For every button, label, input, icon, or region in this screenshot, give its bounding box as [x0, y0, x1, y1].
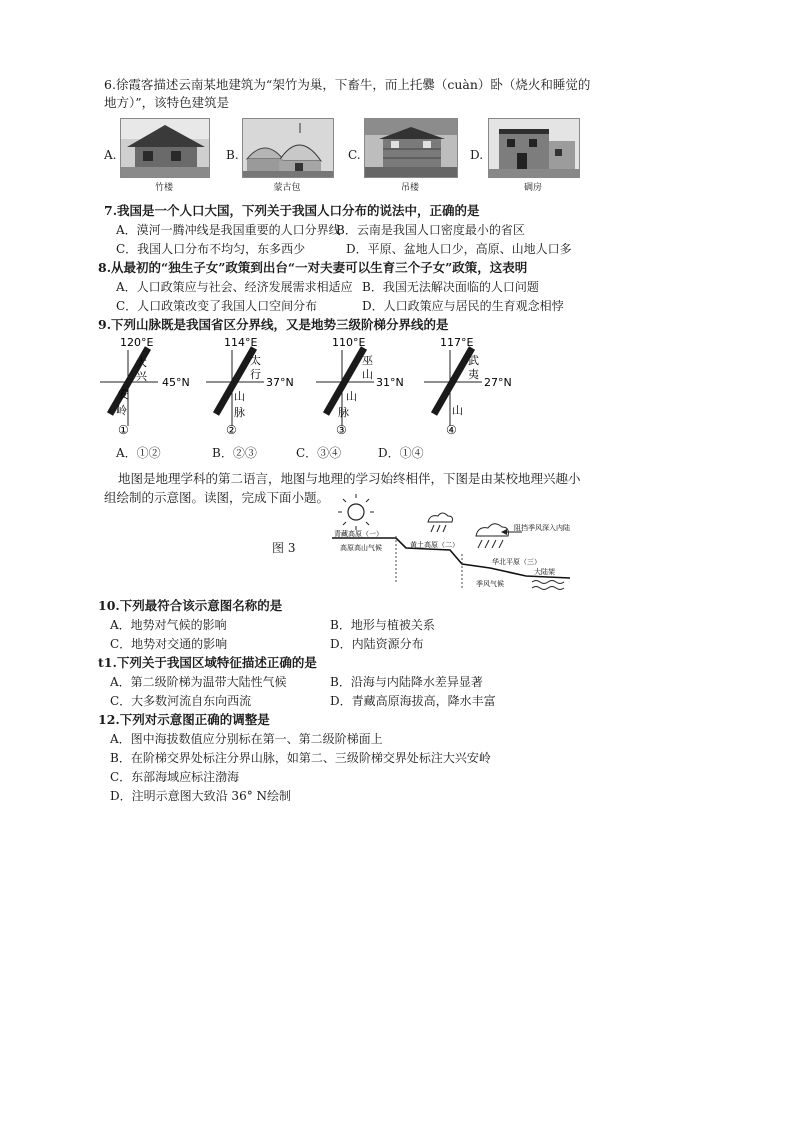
figure3-label: 图 3: [272, 541, 296, 555]
q6-option-a-letter: A.: [104, 148, 117, 162]
q6-option-b-caption: 蒙古包: [273, 183, 301, 193]
figure3-terrain-diagram: [326, 492, 578, 598]
q8-option-d: D．人口政策应与居民的生育观念相悖: [362, 299, 564, 313]
q9-d3-char1: 巫: [362, 354, 373, 367]
q9-option-a: A．①②: [116, 446, 161, 460]
q12-option-d: D．注明示意图大致沿 36° N绘制: [110, 789, 292, 803]
q9-d2-char2: 行: [250, 368, 261, 381]
q11-option-c: C．大多数河流自东向西流: [110, 694, 252, 708]
bamboo-house-photo: [120, 118, 210, 178]
sea-waves: [532, 581, 564, 590]
q11-option-d: D．青藏高原海拔高，降水丰富: [330, 694, 496, 708]
q9-d3-char4: 脉: [338, 406, 349, 419]
q9-diagram-1: [100, 336, 190, 437]
q9-d2-char1: 太: [250, 354, 261, 367]
q8-option-c: C．人口政策改变了我国人口空间分布: [116, 299, 318, 313]
q6-stem-line2: 地方）”，该特色建筑是: [104, 95, 230, 110]
q9-diagram-4: [424, 336, 512, 437]
q9-diagram-2: [206, 336, 294, 437]
q9-d4-num: ④: [446, 423, 457, 437]
q6-option-d-letter: D.: [470, 148, 484, 162]
q11-stem: t1.下列关于我国区域特征描述正确的是: [98, 655, 317, 670]
q6-option-d-caption: 碉房: [523, 183, 542, 193]
label-monsoon: 阻挡季风深入内陆: [514, 524, 570, 532]
yurt-photo: [242, 118, 334, 178]
q6-option-b-letter: B.: [226, 148, 239, 162]
q7-option-c: C．我国人口分布不均匀，东多西少: [116, 242, 306, 256]
q9-d2-char3: 山: [234, 390, 245, 403]
label-climate1: 高原高山气候: [340, 544, 382, 552]
q9-d1-char2: 兴: [136, 370, 147, 383]
q9-d1-num: ①: [118, 423, 129, 437]
q7-option-a: A．漠河一腾冲线是我国重要的人口分界线: [116, 223, 341, 237]
q9-diagram-3: [316, 336, 404, 437]
q9-d4-char1: 武: [468, 354, 479, 367]
label-plain3: 华北平原（三）: [492, 558, 541, 566]
label-plateau1: 青藏高原（一）: [334, 530, 383, 538]
q9-option-d: D．①④: [378, 446, 424, 460]
label-plateau2: 黄土高原（二）: [410, 541, 459, 549]
q9-mountain-diagrams: [90, 334, 530, 440]
q10-option-a: A．地势对气候的影响: [110, 618, 227, 632]
q12-stem: 12.下列对示意图正确的调整是: [98, 712, 270, 727]
q10-stem: 10.下列最符合该示意图名称的是: [98, 598, 283, 613]
q9-d3-lon: 110°E: [332, 336, 366, 349]
q12-option-b: B．在阶梯交界处标注分界山脉，如第二、三级阶梯交界处标注大兴安岭: [110, 751, 491, 765]
q10-option-d: D．内陆资源分布: [330, 637, 424, 651]
label-shelf: 大陆架: [534, 568, 555, 576]
q7-option-b: B．云南是我国人口密度最小的省区: [336, 223, 525, 237]
q8-option-b: B．我国无法解决面临的人口问题: [362, 280, 539, 294]
q11-option-a: A．第二级阶梯为温带大陆性气候: [110, 675, 287, 689]
intro-line1: 地图是地理学科的第二语言，地图与地理的学习始终相伴，下图是由某校地理兴趣小: [118, 471, 581, 486]
q8-option-a: A．人口政策应与社会、经济发展需求相适应: [116, 280, 353, 294]
q6-option-c-caption: 吊楼: [400, 183, 419, 193]
q9-d4-char3: 山: [452, 404, 463, 417]
q12-option-c: C．东部海域应标注渤海: [110, 770, 240, 784]
stilted-house-photo: [364, 118, 458, 178]
q8-stem: 8.从最初的“独生子女”政策到出台“一对夫妻可以生育三个子女”政策，这表明: [98, 260, 528, 275]
q9-d1-char4: 岭: [116, 404, 127, 417]
q9-d3-char3: 山: [346, 390, 357, 403]
q9-d1-char3: 安: [118, 388, 129, 401]
q9-d4-lon: 117°E: [440, 336, 474, 349]
q9-d2-char4: 脉: [234, 406, 245, 419]
q6-stem-line1: 6.徐霞客描述云南某地建筑为“架竹为巢，下畜牛，而上托爨（cuàn）卧（烧火和睡觉的: [104, 77, 591, 92]
q9-option-b: B．②③: [212, 446, 257, 460]
q9-d3-char2: 山: [362, 368, 373, 381]
q9-d3-lat: 31°N: [376, 376, 404, 389]
q9-d2-lon: 114°E: [224, 336, 258, 349]
q11-option-b: B．沿海与内陆降水差异显著: [330, 675, 483, 689]
label-climate3: 季风气候: [476, 580, 504, 588]
rain-cloud-icon: [428, 513, 453, 532]
q6-option-a-caption: 竹楼: [154, 183, 173, 193]
q10-option-b: B．地形与植被关系: [330, 618, 435, 632]
q9-d3-num: ③: [336, 423, 347, 437]
intro-line2: 组绘制的示意图。读图，完成下面小题。: [104, 490, 330, 505]
q9-d1-lat: 45°N: [162, 376, 190, 389]
q6-option-c-letter: C.: [348, 148, 361, 162]
q9-stem: 9.下列山脉既是我国省区分界线，又是地势三级阶梯分界线的是: [98, 317, 449, 332]
q10-option-c: C．地势对交通的影响: [110, 637, 228, 651]
q9-d4-char2: 夷: [468, 368, 479, 381]
q9-d1-lon: 120°E: [120, 336, 154, 349]
sun-icon: [338, 494, 374, 530]
heavy-rain-cloud-icon: [476, 524, 508, 548]
q9-d1-char1: 大: [136, 356, 147, 369]
q9-d2-lat: 37°N: [266, 376, 294, 389]
q9-d4-lat: 27°N: [484, 376, 512, 389]
q9-d2-num: ②: [226, 423, 237, 437]
q12-option-a: A．图中海拔数值应分别标在第一、第二级阶梯面上: [110, 732, 383, 746]
q9-option-c: C．③④: [296, 446, 342, 460]
q7-stem: 7.我国是一个人口大国，下列关于我国人口分布的说法中，正确的是: [104, 203, 480, 218]
q7-option-d: D．平原、盆地人口少，高原、山地人口多: [346, 242, 572, 256]
stone-house-photo: [488, 118, 580, 178]
